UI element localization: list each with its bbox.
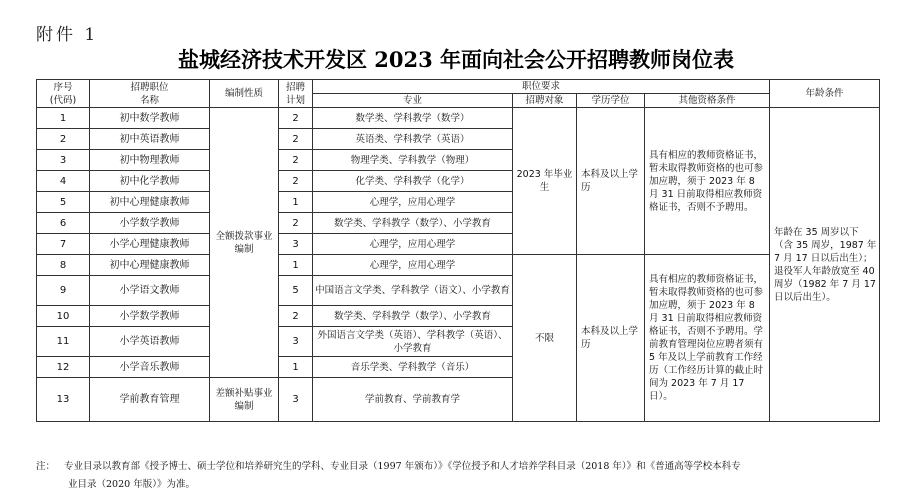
header-position: 招聘职位 名称 — [90, 80, 210, 108]
row-major: 外国语言文学类（英语）、学科教学（英语）、小学教育 — [313, 327, 513, 357]
row-number: 11 — [37, 327, 90, 357]
row-position: 小学语文教师 — [90, 276, 210, 306]
row-major: 化学类、学科教学（化学） — [313, 171, 513, 192]
row-position: 初中心理健康教师 — [90, 192, 210, 213]
header-nature: 编制性质 — [210, 80, 279, 108]
row-position: 小学数学教师 — [90, 306, 210, 327]
recruitment-table — [36, 79, 880, 422]
target-unlimited: 不限 — [513, 255, 577, 422]
degree-requirement-a: 本科及以上学历 — [577, 108, 645, 255]
row-position: 小学心理健康教师 — [90, 234, 210, 255]
row-major: 中国语言文学类、学科教学（语文）、小学教育 — [313, 276, 513, 306]
row-position: 初中化学教师 — [90, 171, 210, 192]
row-number: 3 — [37, 150, 90, 171]
row-major: 音乐学类、学科教学（音乐） — [313, 357, 513, 378]
footnote-line-1: 专业目录以教育部《授予博士、硕士学位和培养研究生的学科、专业目录（1997 年颁布）》《学位授予和人才培养学科目录（2018 年）》和《普通高等学校本科专 — [64, 461, 741, 472]
row-plan: 2 — [279, 129, 313, 150]
row-major: 学前教育、学前教育学 — [313, 378, 513, 422]
row-plan: 1 — [279, 357, 313, 378]
row-plan: 2 — [279, 171, 313, 192]
row-number: 2 — [37, 129, 90, 150]
row-number: 6 — [37, 213, 90, 234]
header-other: 其他资格条件 — [645, 94, 770, 108]
row-major: 数学类、学科教学（数学）、小学教育 — [313, 213, 513, 234]
row-plan: 2 — [279, 213, 313, 234]
header-seq: 序号 (代码) — [37, 80, 90, 108]
row-major: 心理学，应用心理学 — [313, 255, 513, 276]
row-number: 5 — [37, 192, 90, 213]
row-number: 10 — [37, 306, 90, 327]
table-row — [37, 108, 880, 129]
page-title: 盐城经济技术开发区 2023 年面向社会公开招聘教师岗位表 — [177, 47, 735, 72]
row-plan: 2 — [279, 150, 313, 171]
other-conditions-b: 具有相应的教师资格证书，暂未取得教师资格的也可参加应聘，须于 2023 年 8 月 31 日前取得相应教师资格证书，否则不予聘用。学前教育管理岗位应聘者须有 5 年及以上学前教育工作经历（工作经历计算的截止时间为 2023 年 7 月 17 日）。 — [645, 255, 770, 422]
row-major: 心理学，应用心理学 — [313, 192, 513, 213]
row-position: 小学音乐教师 — [90, 357, 210, 378]
row-number: 7 — [37, 234, 90, 255]
row-plan: 3 — [279, 327, 313, 357]
other-conditions-a: 具有相应的教师资格证书，暂未取得教师资格的也可参加应聘，须于 2023 年 8 月 31 日前取得相应教师资格证书，否则不予聘用。 — [645, 108, 770, 255]
row-position: 初中物理教师 — [90, 150, 210, 171]
row-major: 数学类、学科教学（数学） — [313, 108, 513, 129]
row-major: 数学类、学科教学（数学）、小学教育 — [313, 306, 513, 327]
row-position: 小学英语教师 — [90, 327, 210, 357]
row-number: 13 — [37, 378, 90, 422]
header-plan: 招聘 计划 — [279, 80, 313, 108]
row-position: 小学数学教师 — [90, 213, 210, 234]
row-plan: 3 — [279, 234, 313, 255]
row-position: 学前教育管理 — [90, 378, 210, 422]
row-number: 1 — [37, 108, 90, 129]
row-position: 初中英语教师 — [90, 129, 210, 150]
row-plan: 5 — [279, 276, 313, 306]
footnote-label: 注： — [36, 461, 56, 472]
row-plan: 1 — [279, 255, 313, 276]
header-degree: 学历学位 — [577, 94, 645, 108]
nature-full-funded: 全额拨款事业编制 — [210, 108, 279, 378]
header-major: 专业 — [313, 94, 513, 108]
footnote — [36, 458, 886, 494]
row-major: 英语类、学科教学（英语） — [313, 129, 513, 150]
row-number: 9 — [37, 276, 90, 306]
target-graduates: 2023 年毕业生 — [513, 108, 577, 255]
row-major: 心理学，应用心理学 — [313, 234, 513, 255]
row-position: 初中心理健康教师 — [90, 255, 210, 276]
row-number: 8 — [37, 255, 90, 276]
row-plan: 1 — [279, 192, 313, 213]
row-position: 初中数学教师 — [90, 108, 210, 129]
row-number: 4 — [37, 171, 90, 192]
degree-requirement-b: 本科及以上学历 — [577, 255, 645, 422]
age-conditions: 年龄在 35 周岁以下（含 35 周岁，1987 年 7 月 17 日以后出生）；退役军人年龄放宽至 40 周岁（1982 年 7 月 17 日以后出生）。 — [770, 108, 880, 422]
nature-diff-funded: 差额补贴事业编制 — [210, 378, 279, 422]
header-requirements: 职位要求 — [313, 80, 770, 94]
attachment-label: 附件 1 — [36, 25, 99, 45]
row-plan: 2 — [279, 306, 313, 327]
table-row — [37, 255, 880, 276]
row-number: 12 — [37, 357, 90, 378]
header-target: 招聘对象 — [513, 94, 577, 108]
footnote-line-2: 业目录（2020 年版）》为准。 — [68, 479, 195, 490]
row-major: 物理学类、学科教学（物理） — [313, 150, 513, 171]
row-plan: 3 — [279, 378, 313, 422]
header-age: 年龄条件 — [770, 80, 880, 108]
row-plan: 2 — [279, 108, 313, 129]
